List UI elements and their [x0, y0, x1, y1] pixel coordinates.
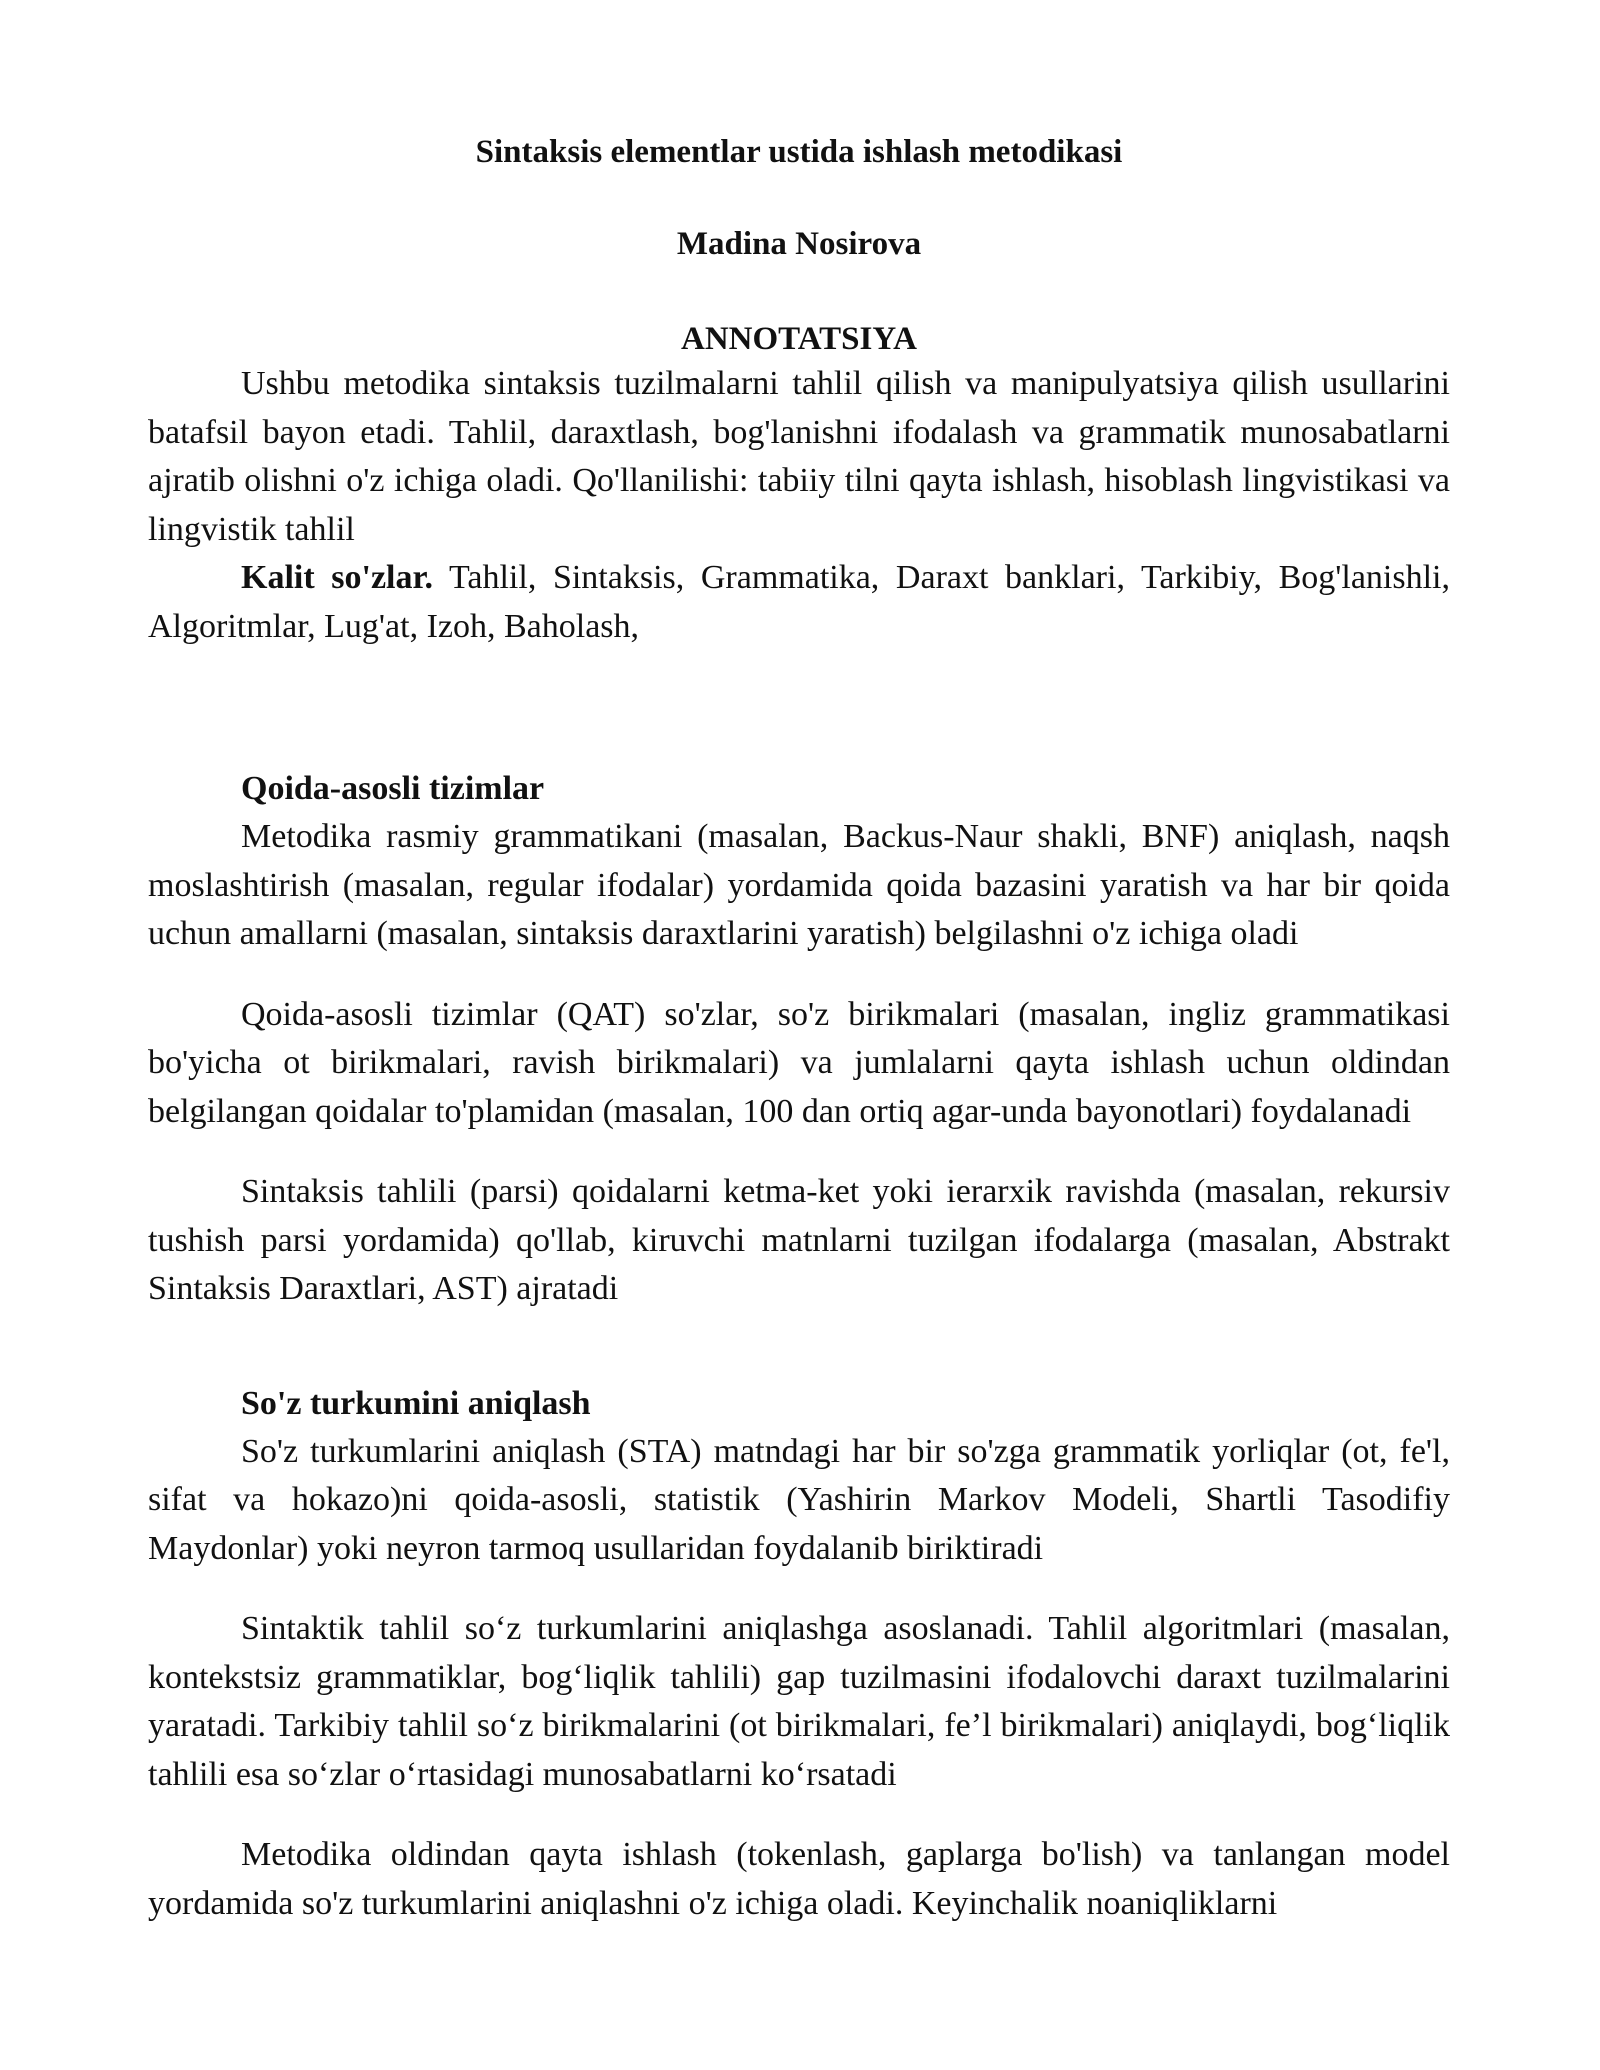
section-heading-pos-tagging: So'z turkumini aniqlash	[241, 1384, 591, 1422]
paper-page	[148, 128, 1450, 1928]
abstract-heading: ANNOTATSIYA	[681, 321, 917, 357]
body-paragraph: Qoida-asosli tizimlar (QAT) so'zlar, so'z birikmalari (masalan, ingliz grammatikasi bo'yicha ot birikmalari, ravish birikmalari) va jumlalarni qayta ishlash uchun oldindan belgilangan qoidalar to'plamidan (masalan, 100 dan ortiq agar-unda bayonotlari) foydalanadi	[148, 995, 1450, 1130]
body-paragraph: Metodika rasmiy grammatikani (masalan, Backus-Naur shakli, BNF) aniqlash, naqsh moslashtirish (masalan, regular ifodalar) yordamida qoida bazasini yaratish va har bir qoida uchun amallarni (masalan, sintaksis daraxtlarini yaratish) belgilashni o'z ichiga oladi	[148, 818, 1450, 952]
author-name: Madina Nosirova	[676, 226, 922, 262]
abstract-paragraph: Ushbu metodika sintaksis tuzilmalarni tahlil qilish va manipulyatsiya qilish usullarini batafsil bayon etadi. Tahlil, daraxtlash, bog'lanishni ifodalash va grammatik munosabatlarni ajratib olishni o'z ichiga oladi. Qo'llanilishi: tabiiy tilni qayta ishlash, hisoblash lingvistikasi va lingvistik tahlil	[148, 365, 1450, 548]
section-heading-rule-based: Qoida-asosli tizimlar	[241, 770, 545, 807]
paper-title: Sintaksis elementlar ustida ishlash metodikasi	[475, 134, 1123, 170]
body-paragraph: So'z turkumlarini aniqlash (STA) matndagi har bir so'zga grammatik yorliqlar (ot, fe'l, sifat va hokazo)ni qoida-asosli, statistik (Yashirin Markov Modeli, Shartli Tasodifiy Maydonlar) yoki neyron tarmoq usullaridan foydalanib biriktiradi	[148, 1432, 1450, 1567]
keywords-paragraph	[148, 554, 1450, 651]
keywords-text: Tahlil, Sintaksis, Grammatika, Daraxt banklari, Tarkibiy, Bog'lanishli, Algoritmlar, Lug'at, Izoh, Baholash,	[148, 559, 1450, 645]
body-paragraph: Sintaktik tahlil so‘z turkumlarini aniqlashga asoslanadi. Tahlil algoritmlari (masalan, kontekstsiz grammatiklar, bog‘liqlik tahlili) gap tuzilmasini ifodalovchi daraxt tuzilmalarini yaratadi. Tarkibiy tahlil so‘z birikmalarini (ot birikmalari, fe’l birikmalari) aniqlaydi, bog‘liqlik tahlili esa so‘zlar o‘rtasidagi munosabatlarni ko‘rsatadi	[148, 1610, 1450, 1793]
body-paragraph: Sintaksis tahlili (parsi) qoidalarni ketma-ket yoki ierarxik ravishda (masalan, rekursiv tushish parsi yordamida) qo'llab, kiruvchi matnlarni tuzilgan ifodalarga (masalan, Abstrakt Sintaksis Daraxtlari, AST) ajratadi	[148, 1173, 1450, 1307]
keywords-label: Kalit so'zlar.	[241, 559, 433, 596]
body-paragraph: Metodika oldindan qayta ishlash (tokenlash, gaplarga bo'lish) va tanlangan model yordamida so'z turkumlarini aniqlashni o'z ichiga oladi. Keyinchalik noaniqliklarni	[148, 1836, 1450, 1922]
